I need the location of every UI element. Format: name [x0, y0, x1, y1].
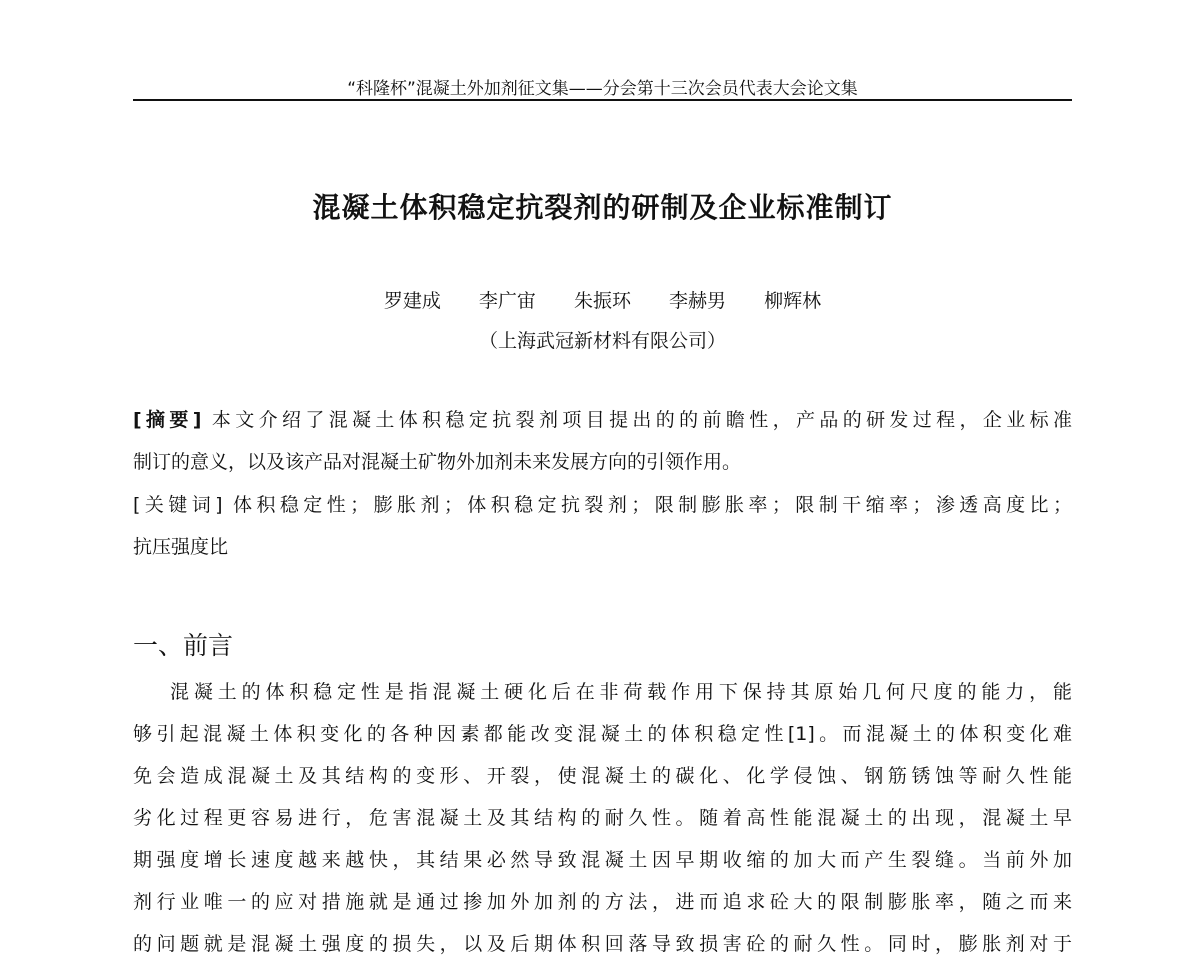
body-line: 劣化过程更容易进行，危害混凝土及其结构的耐久性。随着高性能混凝土的出现，混凝土早 — [133, 807, 1072, 829]
keywords-line: 抗压强度比 — [133, 536, 229, 558]
author-list — [133, 286, 1072, 313]
author: 朱振环 — [573, 290, 631, 312]
running-head: “科隆杯”混凝土外加剂征文集——分会第十三次会员代表大会论文集 — [347, 79, 858, 99]
author: 柳辉林 — [764, 290, 822, 312]
affiliation: （上海武冠新材料有限公司） — [478, 330, 726, 352]
body-line: 期强度增长速度越来越快，其结果必然导致混凝土因早期收缩的加大而产生裂缝。当前外加 — [133, 849, 1072, 871]
section-heading: 一、前言 — [133, 631, 234, 660]
body-line: 剂行业唯一的应对措施就是通过掺加外加剂的方法，进而追求砼大的限制膨胀率，随之而来 — [133, 891, 1072, 913]
body-line: 的问题就是混凝土强度的损失，以及后期体积回落导致损害砼的耐久性。同时，膨胀剂对于 — [133, 933, 1072, 955]
body-line: 免会造成混凝土及其结构的变形、开裂，使混凝土的碳化、化学侵蚀、钢筋锈蚀等耐久性能 — [133, 765, 1072, 787]
abstract-text: 本文介绍了混凝土体积稳定抗裂剂项目提出的的前瞻性，产品的研发过程，企业标准 — [211, 409, 1072, 431]
keywords-label: [关键词] — [133, 494, 223, 516]
abstract-line: 制订的意义，以及该产品对混凝土矿物外加剂未来发展方向的引领作用。 — [133, 451, 742, 473]
author: 罗建成 — [383, 290, 441, 312]
header-rule — [133, 99, 1072, 101]
keywords-line — [133, 493, 1072, 517]
keywords-text: 体积稳定性；膨胀剂；体积稳定抗裂剂；限制膨胀率；限制干缩率；渗透高度比； — [233, 494, 1072, 516]
abstract-line — [133, 408, 1072, 432]
author: 李广宙 — [478, 290, 536, 312]
author: 李赫男 — [669, 290, 727, 312]
abstract-label: [摘要] — [133, 409, 202, 431]
paper-title: 混凝土体积稳定抗裂剂的研制及企业标准制订 — [312, 191, 893, 224]
body-line: 混凝土的体积稳定性是指混凝土硬化后在非荷载作用下保持其原始几何尺度的能力，能 — [170, 681, 1072, 703]
body-line: 够引起混凝土体积变化的各种因素都能改变混凝土的体积稳定性[1]。而混凝土的体积变化难 — [133, 723, 1072, 745]
